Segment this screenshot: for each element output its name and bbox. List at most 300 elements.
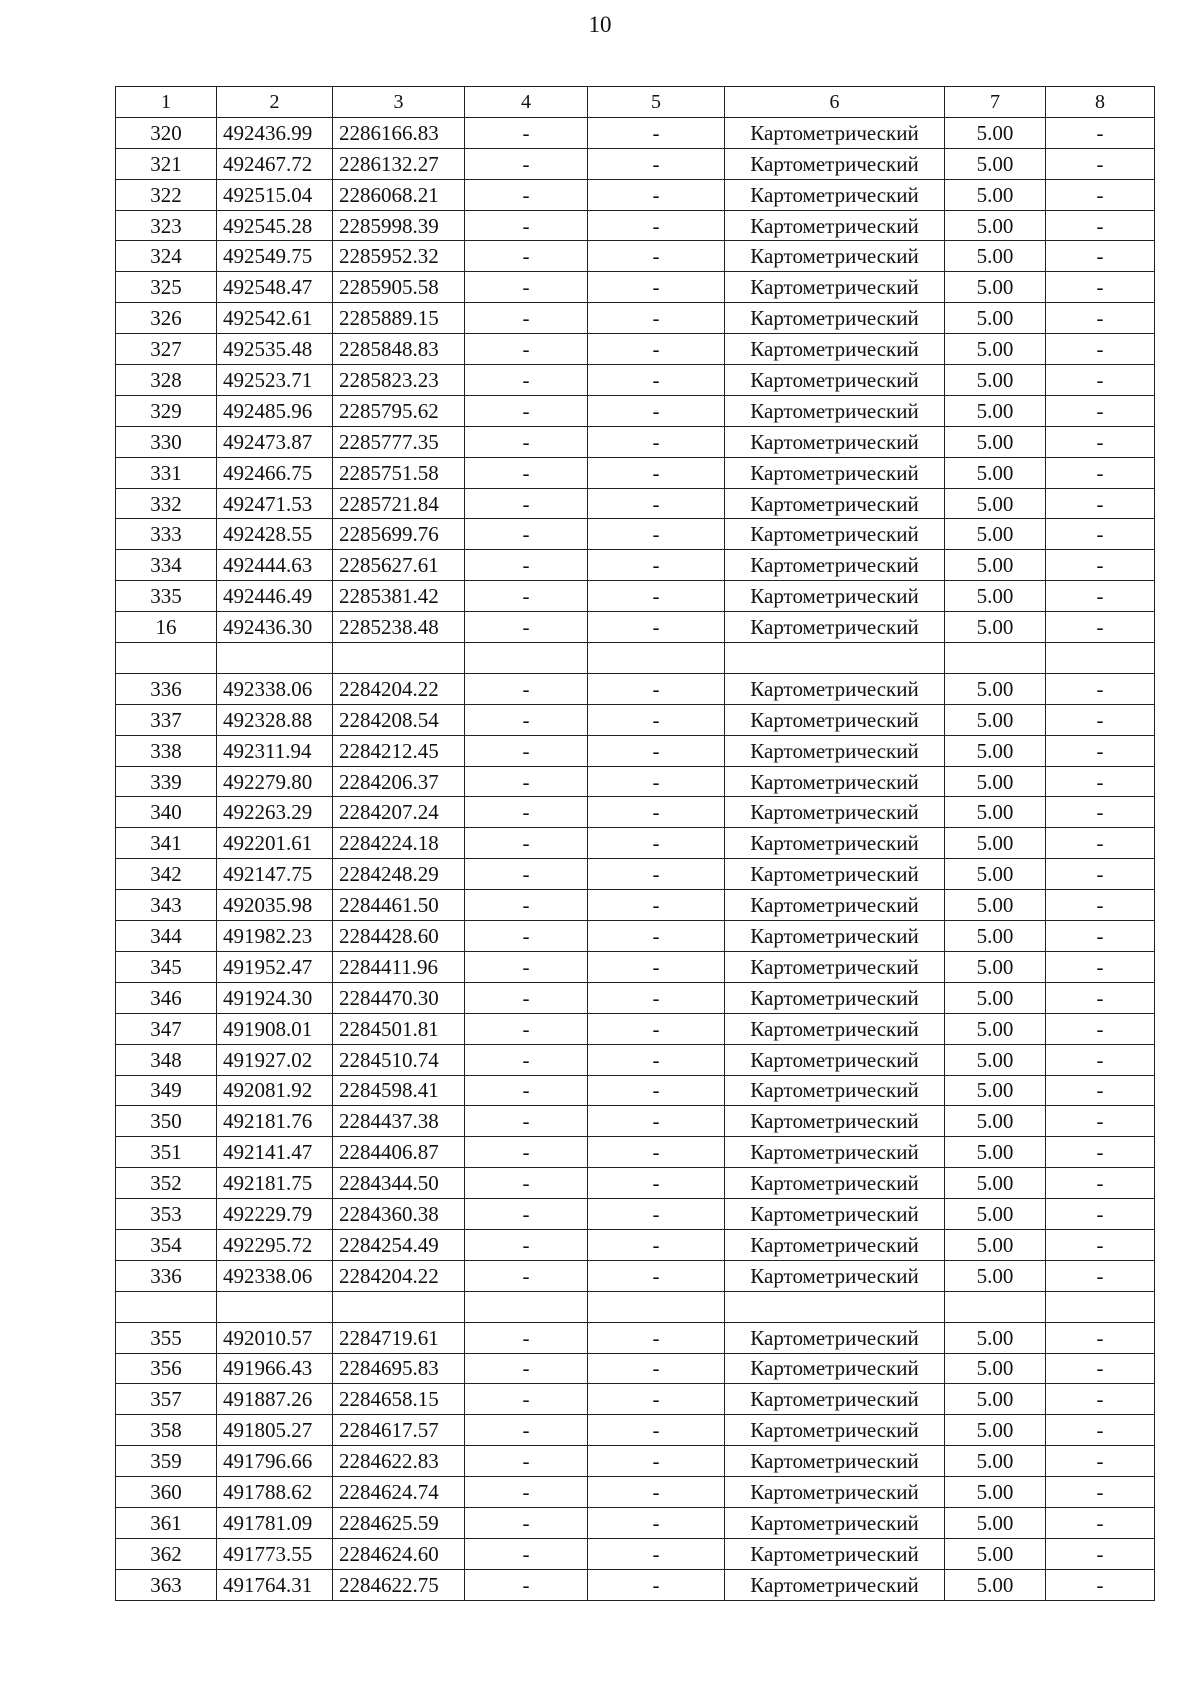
table-cell: -: [1046, 1507, 1155, 1538]
table-cell: -: [465, 735, 588, 766]
table-cell: Картометрический: [725, 334, 945, 365]
table-cell: [1046, 1291, 1155, 1322]
table-cell: 337: [116, 704, 217, 735]
table-row: [116, 1322, 1155, 1353]
table-cell: -: [465, 1137, 588, 1168]
table-cell: -: [465, 581, 588, 612]
table-cell: 2285952.32: [333, 241, 465, 272]
table-cell: 492436.99: [217, 117, 333, 148]
table-cell: 491773.55: [217, 1538, 333, 1569]
table-cell: -: [465, 766, 588, 797]
table-cell: -: [465, 1384, 588, 1415]
table-cell: -: [1046, 1260, 1155, 1291]
column-header: 5: [588, 87, 725, 118]
table-cell: 492081.92: [217, 1075, 333, 1106]
table-cell: -: [588, 1229, 725, 1260]
table-cell: 5.00: [945, 365, 1046, 396]
table-cell: -: [465, 303, 588, 334]
table-cell: -: [588, 550, 725, 581]
table-cell: -: [588, 1013, 725, 1044]
table-cell: 2284207.24: [333, 797, 465, 828]
table-cell: -: [588, 859, 725, 890]
table-cell: -: [588, 117, 725, 148]
table-cell: Картометрический: [725, 1075, 945, 1106]
table-cell: 349: [116, 1075, 217, 1106]
table-cell: 2284622.75: [333, 1569, 465, 1600]
table-cell: 2284719.61: [333, 1322, 465, 1353]
table-cell: 2285751.58: [333, 457, 465, 488]
table-cell: 335: [116, 581, 217, 612]
table-cell: 333: [116, 519, 217, 550]
table-cell: [725, 643, 945, 674]
table-cell: Картометрический: [725, 1507, 945, 1538]
table-cell: 492467.72: [217, 148, 333, 179]
table-cell: -: [588, 303, 725, 334]
table-cell: -: [1046, 982, 1155, 1013]
table-cell: 2285823.23: [333, 365, 465, 396]
table-cell: 5.00: [945, 1106, 1046, 1137]
table-cell: Картометрический: [725, 581, 945, 612]
table-row: [116, 1106, 1155, 1137]
table-cell: -: [588, 797, 725, 828]
table-row: [116, 457, 1155, 488]
table-cell: 2285699.76: [333, 519, 465, 550]
table-cell: 491781.09: [217, 1507, 333, 1538]
table-row: [116, 1044, 1155, 1075]
table-cell: Картометрический: [725, 797, 945, 828]
table-cell: 5.00: [945, 828, 1046, 859]
table-cell: -: [1046, 1569, 1155, 1600]
table-cell: 360: [116, 1477, 217, 1508]
table-cell: 2285998.39: [333, 210, 465, 241]
table-cell: -: [465, 1322, 588, 1353]
table-cell: 492311.94: [217, 735, 333, 766]
table-cell: [217, 643, 333, 674]
table-cell: -: [465, 210, 588, 241]
table-cell: -: [1046, 1229, 1155, 1260]
table-cell: [1046, 643, 1155, 674]
table-cell: -: [1046, 1538, 1155, 1569]
table-cell: -: [588, 673, 725, 704]
table-cell: -: [588, 828, 725, 859]
table-cell: -: [588, 488, 725, 519]
table-cell: 492542.61: [217, 303, 333, 334]
table-cell: -: [465, 1538, 588, 1569]
table-cell: 361: [116, 1507, 217, 1538]
table-cell: 358: [116, 1415, 217, 1446]
table-row: [116, 1229, 1155, 1260]
table-cell: -: [1046, 1353, 1155, 1384]
table-cell: Картометрический: [725, 1446, 945, 1477]
table-cell: 344: [116, 921, 217, 952]
table-cell: Картометрический: [725, 921, 945, 952]
table-cell: 356: [116, 1353, 217, 1384]
table-cell: -: [1046, 117, 1155, 148]
table-cell: 5.00: [945, 117, 1046, 148]
table-cell: 492444.63: [217, 550, 333, 581]
table-cell: -: [1046, 859, 1155, 890]
column-header: 3: [333, 87, 465, 118]
table-cell: 336: [116, 1260, 217, 1291]
table-cell: Картометрический: [725, 828, 945, 859]
table-body: [116, 87, 1155, 1601]
table-cell: 327: [116, 334, 217, 365]
table-cell: Картометрический: [725, 210, 945, 241]
table-cell: -: [1046, 890, 1155, 921]
table-cell: -: [465, 241, 588, 272]
table-cell: -: [1046, 1477, 1155, 1508]
table-cell: 492338.06: [217, 673, 333, 704]
table-cell: 491796.66: [217, 1446, 333, 1477]
table-cell: Картометрический: [725, 148, 945, 179]
table-cell: -: [588, 581, 725, 612]
table-cell: -: [465, 1446, 588, 1477]
table-row: [116, 704, 1155, 735]
table-cell: -: [465, 828, 588, 859]
table-row: [116, 519, 1155, 550]
table-cell: Картометрический: [725, 1137, 945, 1168]
table-row: [116, 1569, 1155, 1600]
table-cell: -: [465, 1507, 588, 1538]
table-cell: 332: [116, 488, 217, 519]
table-cell: Картометрический: [725, 117, 945, 148]
table-cell: -: [465, 426, 588, 457]
table-cell: -: [1046, 1446, 1155, 1477]
table-cell: 492436.30: [217, 612, 333, 643]
table-cell: -: [1046, 426, 1155, 457]
table-cell: -: [465, 921, 588, 952]
table-cell: 2284658.15: [333, 1384, 465, 1415]
table-cell: 492147.75: [217, 859, 333, 890]
table-cell: 2284428.60: [333, 921, 465, 952]
table-cell: 491927.02: [217, 1044, 333, 1075]
table-cell: Картометрический: [725, 550, 945, 581]
table-cell: 2284212.45: [333, 735, 465, 766]
table-cell: 492446.49: [217, 581, 333, 612]
table-row: [116, 1260, 1155, 1291]
table-cell: -: [588, 921, 725, 952]
table-cell: [945, 643, 1046, 674]
table-cell: 2284204.22: [333, 673, 465, 704]
table-cell: -: [588, 1199, 725, 1230]
table-cell: -: [1046, 828, 1155, 859]
table-cell: 357: [116, 1384, 217, 1415]
table-cell: Картометрический: [725, 859, 945, 890]
table-cell: 348: [116, 1044, 217, 1075]
table-cell: -: [1046, 921, 1155, 952]
table-cell: 345: [116, 951, 217, 982]
table-row: [116, 241, 1155, 272]
table-cell: [217, 1291, 333, 1322]
table-row: [116, 179, 1155, 210]
table-cell: 491982.23: [217, 921, 333, 952]
table-cell: 5.00: [945, 1137, 1046, 1168]
table-cell: Картометрический: [725, 272, 945, 303]
table-cell: -: [588, 241, 725, 272]
page-number: 10: [588, 12, 612, 37]
table-cell: -: [465, 550, 588, 581]
table-cell: -: [1046, 1106, 1155, 1137]
table-cell: 321: [116, 148, 217, 179]
table-cell: -: [465, 457, 588, 488]
table-cell: -: [588, 704, 725, 735]
table-cell: 492485.96: [217, 395, 333, 426]
table-row: [116, 1075, 1155, 1106]
table-cell: 352: [116, 1168, 217, 1199]
table-row: [116, 1199, 1155, 1230]
table-cell: Картометрический: [725, 1260, 945, 1291]
table-cell: 2284625.59: [333, 1507, 465, 1538]
table-cell: 5.00: [945, 303, 1046, 334]
table-row: [116, 272, 1155, 303]
table-cell: 5.00: [945, 951, 1046, 982]
table-cell: 322: [116, 179, 217, 210]
table-cell: 5.00: [945, 179, 1046, 210]
table-cell: 492010.57: [217, 1322, 333, 1353]
table-cell: 492328.88: [217, 704, 333, 735]
table-cell: 2284510.74: [333, 1044, 465, 1075]
table-cell: -: [1046, 272, 1155, 303]
table-cell: 338: [116, 735, 217, 766]
table-cell: -: [1046, 1199, 1155, 1230]
table-cell: 492263.29: [217, 797, 333, 828]
table-cell: -: [465, 1106, 588, 1137]
table-cell: 2286166.83: [333, 117, 465, 148]
table-cell: -: [588, 395, 725, 426]
table-cell: 5.00: [945, 1044, 1046, 1075]
table-cell: Картометрический: [725, 1013, 945, 1044]
table-cell: -: [465, 179, 588, 210]
table-cell: [333, 1291, 465, 1322]
table-cell: Картометрический: [725, 457, 945, 488]
table-cell: -: [465, 1075, 588, 1106]
table-cell: -: [588, 1384, 725, 1415]
table-cell: -: [465, 365, 588, 396]
separator-row: [116, 1291, 1155, 1322]
table-cell: -: [588, 179, 725, 210]
table-cell: -: [1046, 797, 1155, 828]
separator-row: [116, 643, 1155, 674]
table-row: [116, 1168, 1155, 1199]
table-cell: -: [465, 519, 588, 550]
table-cell: -: [588, 272, 725, 303]
table-cell: -: [588, 1507, 725, 1538]
table-cell: 2284206.37: [333, 766, 465, 797]
table-cell: 346: [116, 982, 217, 1013]
table-cell: 341: [116, 828, 217, 859]
table-cell: 492229.79: [217, 1199, 333, 1230]
table-cell: -: [465, 117, 588, 148]
table-cell: 492523.71: [217, 365, 333, 396]
table-cell: -: [1046, 1075, 1155, 1106]
table-cell: -: [465, 1415, 588, 1446]
table-cell: 326: [116, 303, 217, 334]
table-cell: 334: [116, 550, 217, 581]
table-cell: 2284204.22: [333, 1260, 465, 1291]
table-cell: -: [1046, 365, 1155, 396]
table-cell: Картометрический: [725, 1229, 945, 1260]
table-cell: 2285905.58: [333, 272, 465, 303]
table-cell: -: [588, 426, 725, 457]
table-cell: 5.00: [945, 1384, 1046, 1415]
table-cell: -: [465, 1229, 588, 1260]
table-cell: Картометрический: [725, 890, 945, 921]
table-cell: 2284360.38: [333, 1199, 465, 1230]
table-cell: -: [1046, 148, 1155, 179]
table-cell: 2284617.57: [333, 1415, 465, 1446]
table-cell: Картометрический: [725, 519, 945, 550]
table-cell: 491908.01: [217, 1013, 333, 1044]
column-header: 2: [217, 87, 333, 118]
table-cell: 324: [116, 241, 217, 272]
table-cell: 5.00: [945, 426, 1046, 457]
table-cell: 492338.06: [217, 1260, 333, 1291]
table-cell: 492548.47: [217, 272, 333, 303]
table-cell: 492473.87: [217, 426, 333, 457]
table-cell: -: [1046, 457, 1155, 488]
table-cell: 491788.62: [217, 1477, 333, 1508]
table-cell: Картометрический: [725, 488, 945, 519]
table-cell: 492535.48: [217, 334, 333, 365]
table-row: [116, 1013, 1155, 1044]
table-cell: 328: [116, 365, 217, 396]
table-cell: 5.00: [945, 1075, 1046, 1106]
table-cell: -: [465, 334, 588, 365]
table-cell: -: [465, 148, 588, 179]
table-cell: Картометрический: [725, 1384, 945, 1415]
table-row: [116, 735, 1155, 766]
table-cell: Картометрический: [725, 612, 945, 643]
table-cell: 5.00: [945, 1446, 1046, 1477]
table-cell: 5.00: [945, 519, 1046, 550]
table-cell: Картометрический: [725, 1477, 945, 1508]
table-cell: -: [465, 1477, 588, 1508]
table-cell: 2285777.35: [333, 426, 465, 457]
table-cell: -: [588, 1353, 725, 1384]
table-cell: 492515.04: [217, 179, 333, 210]
table-cell: -: [1046, 550, 1155, 581]
table-cell: 363: [116, 1569, 217, 1600]
table-cell: 491764.31: [217, 1569, 333, 1600]
table-cell: Картометрический: [725, 1353, 945, 1384]
table-cell: -: [1046, 179, 1155, 210]
table-cell: 351: [116, 1137, 217, 1168]
table-cell: 331: [116, 457, 217, 488]
table-cell: -: [588, 457, 725, 488]
table-cell: 329: [116, 395, 217, 426]
table-cell: 2284437.38: [333, 1106, 465, 1137]
table-row: [116, 581, 1155, 612]
table-cell: 5.00: [945, 797, 1046, 828]
table-cell: -: [588, 1477, 725, 1508]
table-cell: [945, 1291, 1046, 1322]
table-cell: 5.00: [945, 612, 1046, 643]
table-cell: -: [1046, 488, 1155, 519]
table-cell: 2284622.83: [333, 1446, 465, 1477]
table-row: [116, 1384, 1155, 1415]
table-cell: 2284695.83: [333, 1353, 465, 1384]
table-cell: Картометрический: [725, 1044, 945, 1075]
table-row: [116, 1477, 1155, 1508]
table-cell: 2284598.41: [333, 1075, 465, 1106]
table-cell: Картометрический: [725, 1168, 945, 1199]
table-cell: -: [588, 1044, 725, 1075]
table-cell: 2284470.30: [333, 982, 465, 1013]
table-cell: -: [588, 1137, 725, 1168]
table-cell: -: [1046, 951, 1155, 982]
table-cell: 5.00: [945, 1353, 1046, 1384]
table-cell: -: [588, 1446, 725, 1477]
table-cell: [333, 643, 465, 674]
table-cell: 5.00: [945, 1507, 1046, 1538]
table-row: [116, 828, 1155, 859]
table-cell: 16: [116, 612, 217, 643]
table-cell: 330: [116, 426, 217, 457]
table-cell: 491805.27: [217, 1415, 333, 1446]
table-cell: 5.00: [945, 1477, 1046, 1508]
table-cell: 347: [116, 1013, 217, 1044]
table-row: [116, 210, 1155, 241]
table-cell: -: [465, 982, 588, 1013]
table-cell: 2284248.29: [333, 859, 465, 890]
table-row: [116, 1538, 1155, 1569]
table-cell: 5.00: [945, 272, 1046, 303]
table-cell: 2284208.54: [333, 704, 465, 735]
table-cell: 343: [116, 890, 217, 921]
table-cell: 492141.47: [217, 1137, 333, 1168]
table-cell: 5.00: [945, 395, 1046, 426]
table-cell: 492428.55: [217, 519, 333, 550]
table-row: [116, 766, 1155, 797]
table-cell: -: [1046, 1137, 1155, 1168]
table-row: [116, 365, 1155, 396]
table-cell: 5.00: [945, 766, 1046, 797]
table-cell: -: [1046, 241, 1155, 272]
table-row: [116, 1446, 1155, 1477]
table-row: [116, 890, 1155, 921]
table-cell: 5.00: [945, 241, 1046, 272]
table-cell: -: [465, 1044, 588, 1075]
table-cell: -: [1046, 766, 1155, 797]
table-cell: -: [588, 519, 725, 550]
table-row: [116, 859, 1155, 890]
table-cell: 492035.98: [217, 890, 333, 921]
table-cell: -: [588, 982, 725, 1013]
table-cell: 5.00: [945, 704, 1046, 735]
table-cell: 492466.75: [217, 457, 333, 488]
table-cell: 492549.75: [217, 241, 333, 272]
table-cell: -: [1046, 673, 1155, 704]
table-cell: Картометрический: [725, 365, 945, 396]
table-cell: Картометрический: [725, 673, 945, 704]
table-cell: -: [465, 612, 588, 643]
table-cell: 340: [116, 797, 217, 828]
table-cell: -: [465, 488, 588, 519]
table-cell: 5.00: [945, 488, 1046, 519]
table-cell: 2284224.18: [333, 828, 465, 859]
table-cell: 491952.47: [217, 951, 333, 982]
table-cell: 2285848.83: [333, 334, 465, 365]
table-cell: 492181.76: [217, 1106, 333, 1137]
table-row: [116, 488, 1155, 519]
table-cell: 2284624.60: [333, 1538, 465, 1569]
table-row: [116, 1507, 1155, 1538]
table-cell: -: [588, 890, 725, 921]
table-cell: Картометрический: [725, 1106, 945, 1137]
table-cell: 5.00: [945, 457, 1046, 488]
table-cell: 2284254.49: [333, 1229, 465, 1260]
table-cell: 491966.43: [217, 1353, 333, 1384]
